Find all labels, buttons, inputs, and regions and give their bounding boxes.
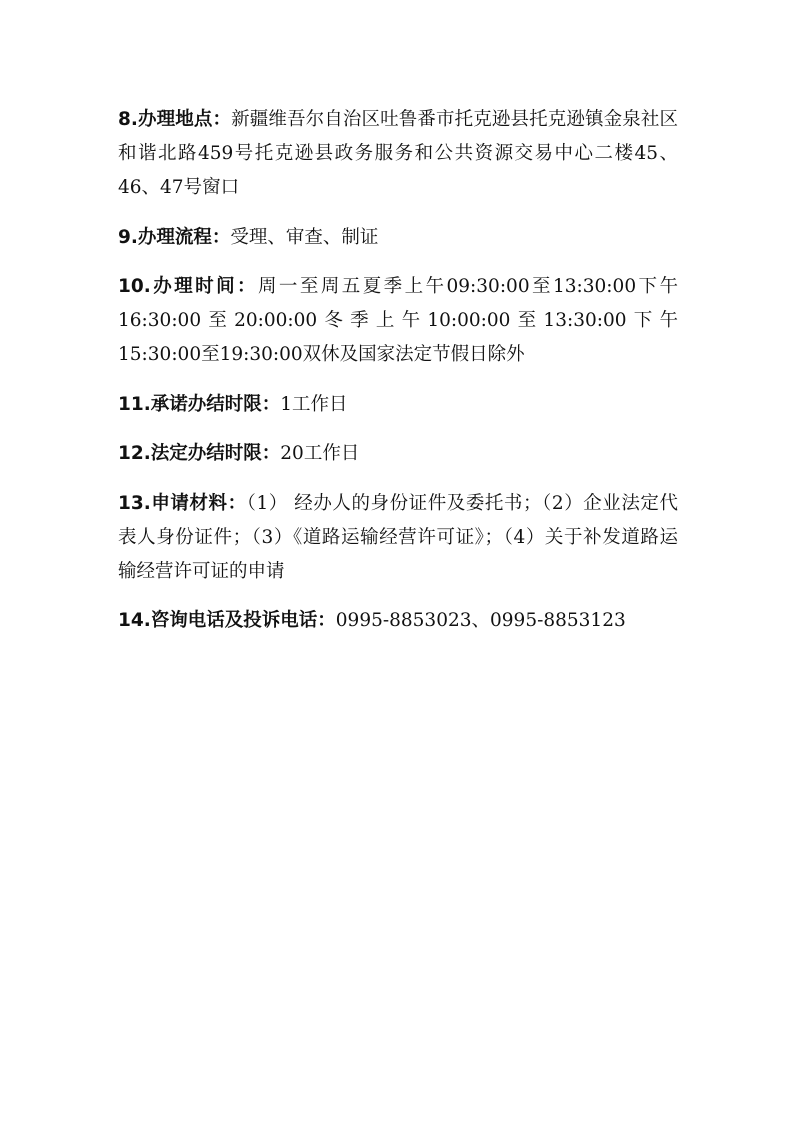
item-application-materials xyxy=(118,487,678,589)
item-label: 11.承诺办结时限： xyxy=(118,393,281,415)
item-hours xyxy=(118,270,678,372)
item-label: 13.申请材料： xyxy=(118,492,247,514)
item-value: （1） 经办人的身份证件及委托书；（2）企业法定代表人身份证件；（3）《道路运输经营许可证》；（4）关于补发道路运输经营许可证的申请 xyxy=(118,492,678,582)
item-label: 14.咨询电话及投诉电话： xyxy=(118,610,336,631)
item-label: 10.办理时间： xyxy=(118,276,258,297)
item-value: 20工作日 xyxy=(280,443,360,464)
item-process xyxy=(118,221,678,255)
item-value: 0995-8853023、0995-8853123 xyxy=(335,610,626,631)
item-label: 9.办理流程： xyxy=(118,226,231,248)
item-label: 8.办理地点： xyxy=(118,109,232,130)
document-body xyxy=(118,103,678,654)
item-label: 12.法定办结时限： xyxy=(118,443,281,464)
item-location xyxy=(118,103,678,205)
item-value: 1工作日 xyxy=(280,393,348,415)
item-legal-time-limit xyxy=(118,437,678,471)
item-value: 受理、审查、制证 xyxy=(230,226,379,248)
item-promised-time-limit xyxy=(118,388,678,422)
item-contact-phone xyxy=(118,604,678,638)
item-value: 周一至周五夏季上午09:30:00至13:30:00下午16:30:00至20:00:00冬季上午10:00:00至13:30:00下午15:30:00至19:30:00双休及国家法定节假日除外 xyxy=(118,276,678,365)
item-value: 新疆维吾尔自治区吐鲁番市托克逊县托克逊镇金泉社区和谐北路459号托克逊县政务服务和公共资源交易中心二楼45、46、47号窗口 xyxy=(118,109,678,198)
